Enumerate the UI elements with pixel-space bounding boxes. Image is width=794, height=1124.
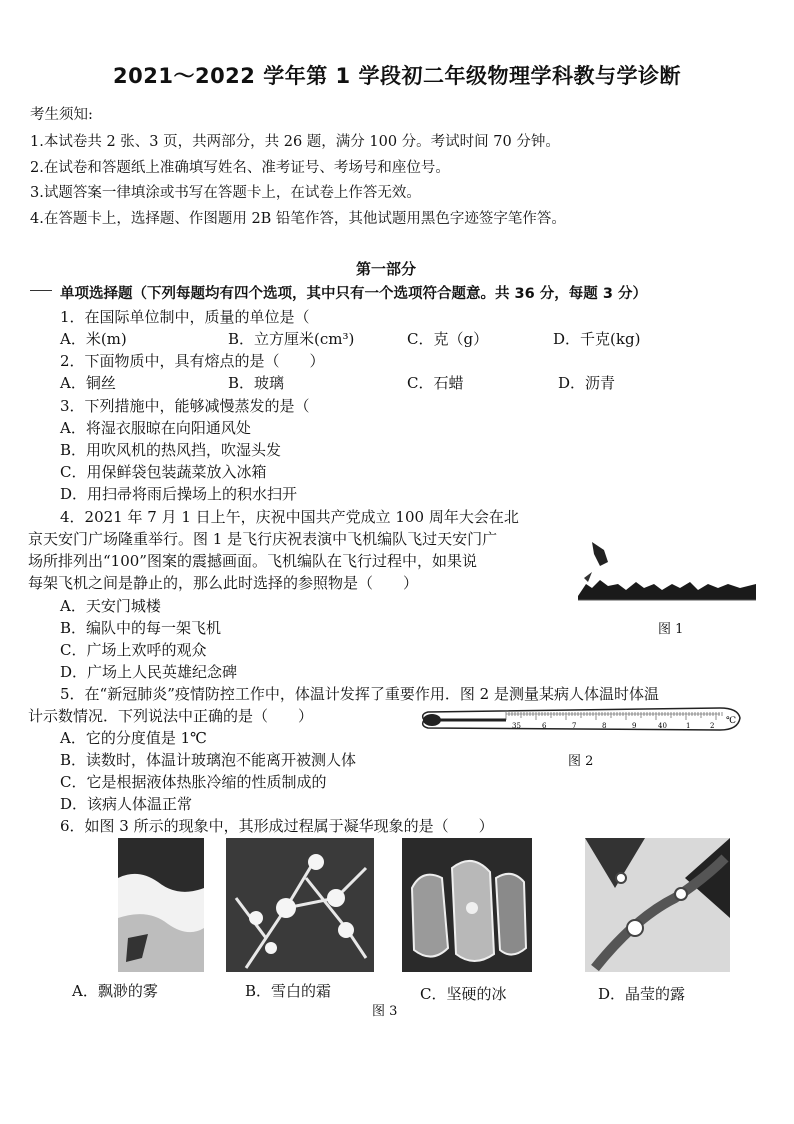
part-title: 第一部分: [356, 260, 417, 278]
q6-option-b: B．雪白的霜: [245, 982, 332, 1000]
q5-option-a: A．它的分度值是 1℃: [60, 729, 207, 747]
tick-label-9: 9: [632, 722, 637, 730]
q4-line-2: 京天安门广场隆重举行。图 1 是飞行庆祝表演中飞机编队飞过天安门广: [28, 530, 498, 548]
q2-option-d: D．沥青: [558, 374, 616, 392]
q1-stem: 1．在国际单位制中，质量的单位是（: [60, 308, 310, 326]
q3-stem: 3．下列措施中，能够减慢蒸发的是（: [60, 397, 310, 415]
thermometer-unit: ℃: [726, 716, 737, 726]
q3-option-a: A．将湿衣服晾在向阳通风处: [60, 419, 251, 437]
q6-option-c: C．坚硬的冰: [420, 985, 507, 1003]
tick-label-7: 7: [572, 722, 577, 730]
thermometer-ticks: [506, 712, 722, 720]
photo-dew: [585, 838, 730, 972]
q2-option-b: B．玻璃: [228, 374, 285, 392]
q3-option-b: B．用吹风机的热风挡，吹湿头发: [60, 441, 282, 459]
figure-2-caption: 图 2: [568, 754, 594, 769]
q3-option-c: C．用保鲜袋包装蔬菜放入冰箱: [60, 463, 267, 481]
section-number-line: [30, 290, 52, 291]
q4-line-4: 每架飞机之间是静止的，那么此时选择的参照物是（ ）: [28, 574, 419, 592]
notice-heading: 考生须知:: [30, 107, 93, 123]
photo-ice: [402, 838, 532, 972]
q1-option-c: C．克（g）: [407, 330, 489, 348]
figure-1-aircraft-formation: [578, 540, 756, 614]
tick-label-8: 8: [602, 722, 607, 730]
q5-option-b: B．读数时，体温计玻璃泡不能离开被测人体: [60, 751, 357, 769]
figure-2-thermometer: [420, 700, 745, 744]
tick-label-1: 1: [686, 722, 691, 730]
tick-label-2: 2: [710, 722, 715, 730]
notice-item-1: 1.本试卷共 2 张、3 页，共两部分，共 26 题，满分 100 分。考试时间 70 分钟。: [30, 134, 560, 150]
tick-label-40: 40: [658, 722, 667, 730]
q4-line-3: 场所排列出“100”图案的震撼画面。飞机编队在飞行过程中，如果说: [28, 552, 477, 570]
q6-option-d: D．晶莹的露: [598, 985, 686, 1003]
q5-option-d: D．该病人体温正常: [60, 795, 193, 813]
notice-item-3: 3.试题答案一律填涂或书写在答题卡上，在试卷上作答无效。: [30, 185, 421, 201]
q5-line-2: 计示数情况．下列说法中正确的是（ ）: [28, 707, 314, 725]
q6-stem: 6．如图 3 所示的现象中，其形成过程属于凝华现象的是（ ）: [60, 817, 494, 835]
notice-item-2: 2.在试卷和答题纸上准确填写姓名、准考证号、考场号和座位号。: [30, 160, 450, 176]
exam-title: 2021～2022 学年第 1 学段初二年级物理学科教与学诊断: [113, 64, 681, 88]
photo-fog: [118, 838, 204, 972]
q1-option-d: D．千克(kg): [553, 330, 641, 348]
q1-option-a: A．米(m): [60, 330, 127, 348]
q4-option-b: B．编队中的每一架飞机: [60, 619, 222, 637]
photo-frost: [226, 838, 374, 972]
section-heading: 单项选择题（下列每题均有四个选项，其中只有一个选项符合题意。共 36 分，每题 3 分）: [60, 286, 647, 302]
q2-option-a: A．铜丝: [60, 374, 116, 392]
q3-option-d: D．用扫帚将雨后操场上的积水扫开: [60, 485, 298, 503]
tick-label-35: 35: [512, 722, 521, 730]
q4-option-d: D．广场上人民英雄纪念碑: [60, 663, 238, 681]
q4-line-1: 4．2021 年 7 月 1 日上午，庆祝中国共产党成立 100 周年大会在北: [60, 508, 519, 526]
q2-stem: 2．下面物质中，具有熔点的是（ ）: [60, 352, 325, 370]
q4-option-c: C．广场上欢呼的观众: [60, 641, 207, 659]
notice-item-4: 4.在答题卡上，选择题、作图题用 2B 铅笔作答，其他试题用黑色字迹签字笔作答。: [30, 211, 566, 227]
tick-label-6: 6: [542, 722, 547, 730]
q2-option-c: C．石蜡: [407, 374, 464, 392]
q5-option-c: C．它是根据液体热胀冷缩的性质制成的: [60, 773, 327, 791]
figure-1-caption: 图 1: [658, 622, 684, 637]
q5-line-1: 5．在“新冠肺炎”疫情防控工作中，体温计发挥了重要作用．图 2 是测量某病人体温时体温: [60, 685, 659, 703]
q1-option-b: B．立方厘米(cm³): [228, 330, 355, 348]
q6-option-a: A．飘渺的雾: [72, 982, 158, 1000]
figure-3-caption: 图 3: [372, 1004, 398, 1019]
q4-option-a: A．天安门城楼: [60, 597, 161, 615]
